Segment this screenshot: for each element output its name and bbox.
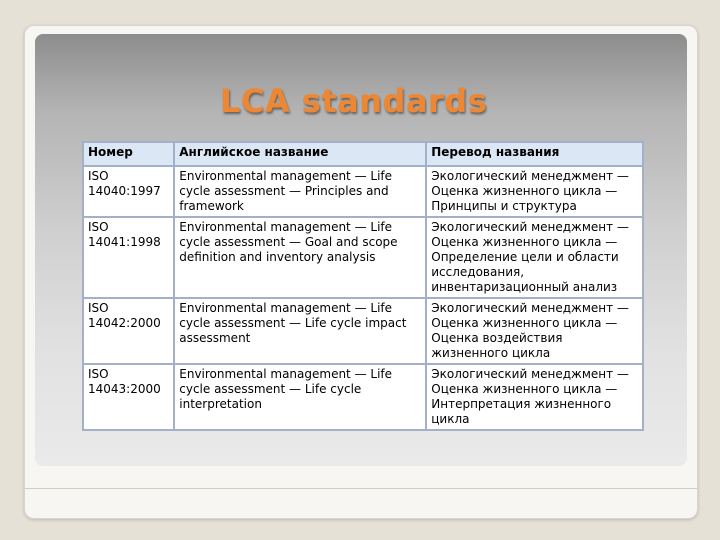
english-title: Environmental management — Life cycle assessment — Principles and framework <box>174 166 426 217</box>
table-row <box>83 217 643 298</box>
english-title: Environmental management — Life cycle assessment — Life cycle interpretation <box>174 364 426 430</box>
russian-title: Экологический менеджмент — Оценка жизненного цикла — Определение цели и области исследования, инвентаризационный анализ <box>426 217 643 298</box>
header-english-name: Английское название <box>174 142 426 166</box>
table-row <box>83 166 643 217</box>
russian-title: Экологический менеджмент — Оценка жизненного цикла — Интерпретация жизненного цикла <box>426 364 643 430</box>
table-row <box>83 364 643 430</box>
slide-panel <box>35 34 687 466</box>
header-number: Номер <box>83 142 174 166</box>
header-translation: Перевод названия <box>426 142 643 166</box>
standard-number: ISO 14041:1998 <box>83 217 174 298</box>
standard-number: ISO 14040:1997 <box>83 166 174 217</box>
standard-number: ISO 14042:2000 <box>83 298 174 364</box>
slide-frame <box>24 25 698 519</box>
english-title: Environmental management — Life cycle assessment — Life cycle impact assessment <box>174 298 426 364</box>
slide-title: LCA standards <box>220 82 488 120</box>
russian-title: Экологический менеджмент — Оценка жизненного цикла — Принципы и структура <box>426 166 643 217</box>
russian-title: Экологический менеджмент — Оценка жизненного цикла — Оценка воздействия жизненного цикла <box>426 298 643 364</box>
table-header-row <box>83 142 643 166</box>
table-row <box>83 298 643 364</box>
standard-number: ISO 14043:2000 <box>83 364 174 430</box>
slide-divider <box>25 488 697 489</box>
standards-table <box>82 141 644 431</box>
english-title: Environmental management — Life cycle assessment — Goal and scope definition and inventory analysis <box>174 217 426 298</box>
